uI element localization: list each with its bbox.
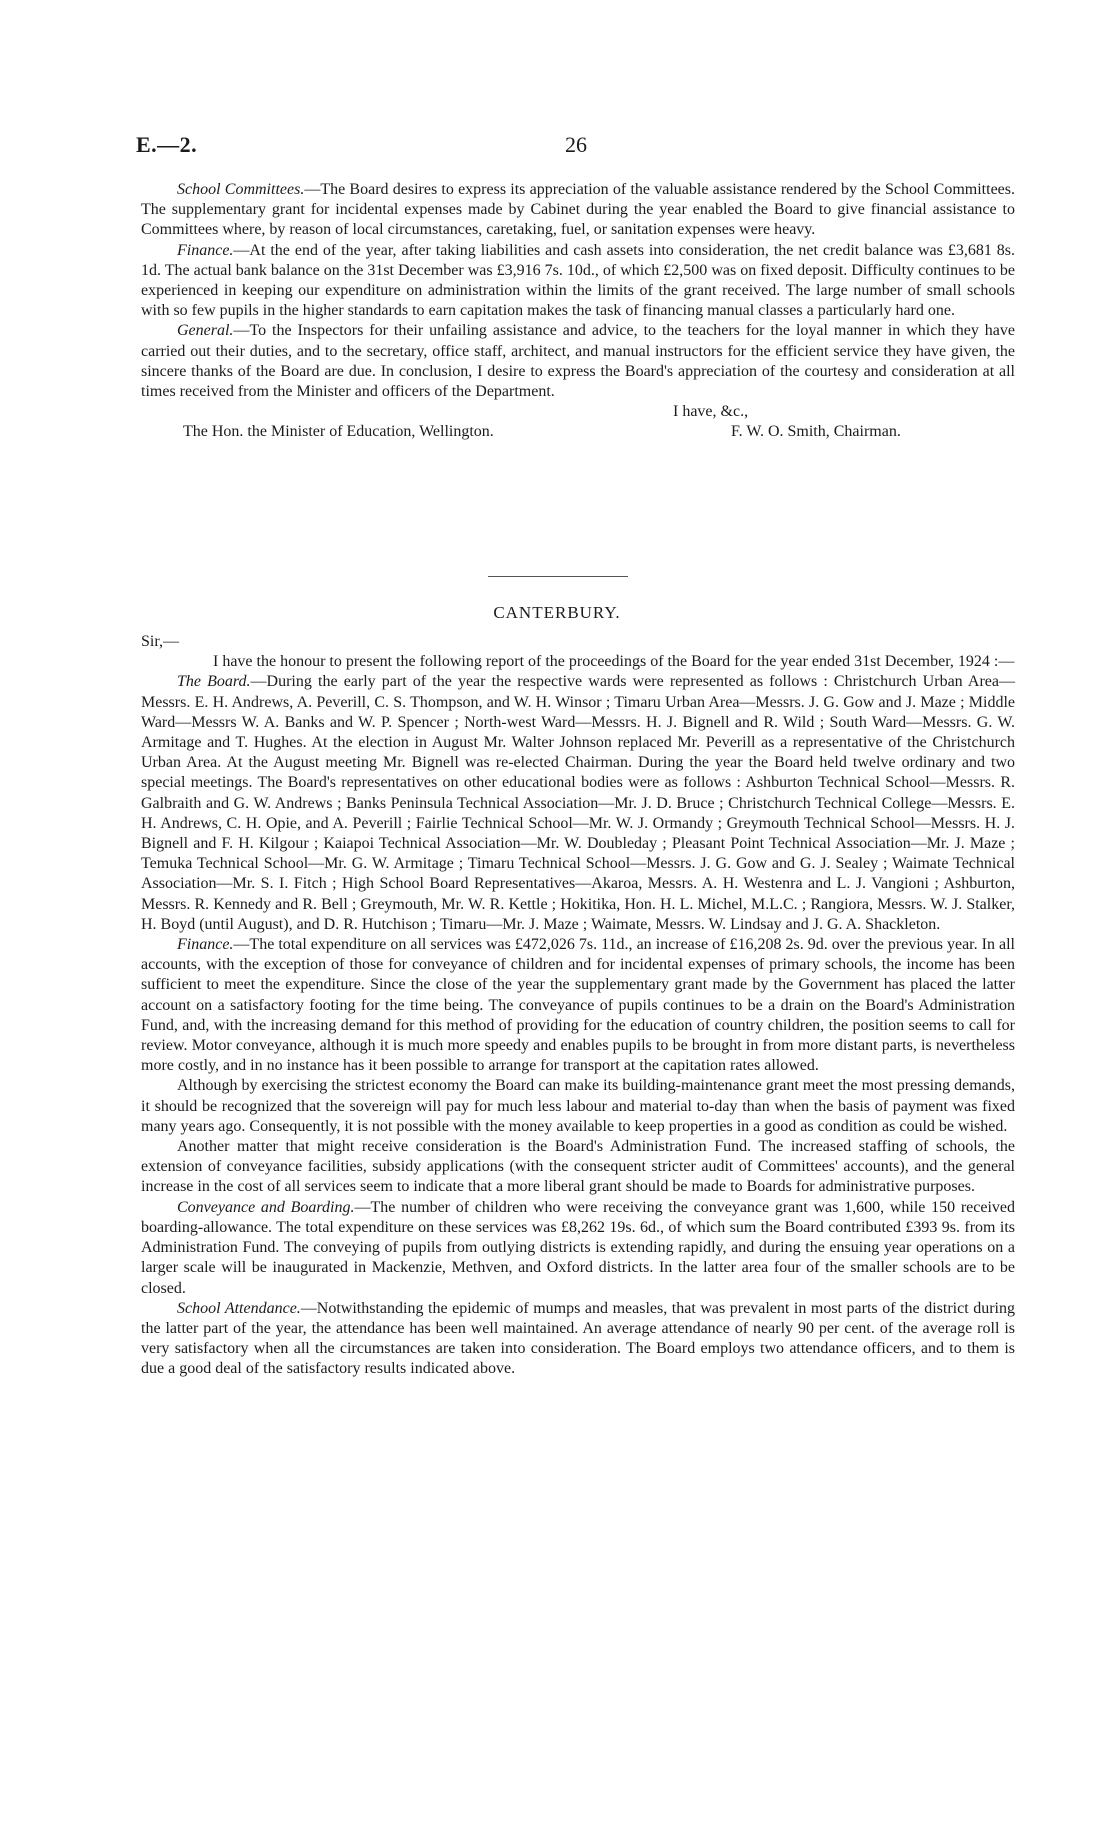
text-board: —During the early part of the year the respective wards were represented as follows : Christchurch Urban Area—Messrs. E. H. Andrews, A. Peverill, C. S. Thompson, and W. H. Winsor ; Timaru Urban Area—Messrs. J. G. Gow and J. Maze ; Middle Ward—Messrs W. A. Banks and W. P. Spencer ; North-west Ward—Messrs. H. J. Bignell and R. Wild ; South Ward—Messrs. G. W. Armitage and T. Hughes. At the election in August Mr. Walter Johnson replaced Mr. Peverill as a representative of the Christchurch Urban Area. At the August meeting Mr. Bignell was re-elected Chairman. During the year the Board held twelve ordinary and two special meetings. The Board's representatives on other educational bodies were as follows : Ashburton Technical School—Messrs. R. Galbraith and G. W. Andrews ; Banks Peninsula Technical Association—Mr. J. D. Bruce ; Christchurch Technical College—Messrs. E. H. Andrews, C. H. Opie, and A. Peverill ; Fairlie Technical School—Mr. W. J. Ormandy ; Greymouth Technical School—Messrs. H. J. Bignell and F. H. Kilgour ; Kaiapoi Technical Association—Mr. W. Doubleday ; Pleasant Point Technical Association—Mr. J. Maze ; Temuka Technical School—Mr. G. W. Armitage ; Timaru Technical School—Messrs. J. G. Gow and G. J. Sealey ; Waimate Technical Association—Mr. S. I. Fitch ; High School Board Representatives—Akaroa, Messrs. A. H. Westenra and L. J. Vangioni ; Ashburton, Messrs. R. Kennedy and R. Bell ; Greymouth, Mr. W. R. Kettle ; Hokitika, Hon. H. L. Michel, M.L.C. ; Rangiora, Messrs. W. J. Stalker, H. Boyd (until August), and D. R. Hutchison ; Timaru—Mr. J. Maze ; Waimate, Messrs. W. Lindsay and J. G. A. Shackleton.: [141, 673, 1016, 933]
section-divider: [488, 576, 628, 577]
document-reference: E.—2.: [136, 132, 198, 157]
page-header: [136, 132, 1016, 162]
paragraph-conveyance: [141, 1198, 1015, 1299]
text-attendance: —Notwithstanding the epidemic of mumps and measles, that was prevalent in most parts of the district during the latter part of the year, the attendance has been well maintained. An average attendance of nearly 90 per cent. of the average roll is very satisfactory when all the circumstances are taken into consideration. The Board employs two attendance officers, and to them is due a good deal of the satisfactory results indicated above.: [141, 1299, 1015, 1378]
text-finance: —At the end of the year, after taking liabilities and cash assets into consideration, the net credit balance was £3,681 8s. 1d. The actual bank balance on the 31st December was £3,916 7s. 10d., of which £2,500 was on fixed deposit. Difficulty continues to be experienced in keeping our expenditure on administration within the limits of the grant received. The large number of small schools with so few pupils in the higher standards to earn capitation makes the task of financing manual classes a particularly hard one.: [141, 241, 1015, 320]
signature-block: [141, 402, 1015, 442]
text-canterbury-finance: —The total expenditure on all services was £472,026 7s. 11d., an increase of £16,208 2s. 9d. over the previous year. In all accounts, with the exception of those for conveyance of children and for incidental expenses of primary schools, the income has been sufficient to meet the expenditure. Since the close of the year the supplementary grant made by the Government has placed the latter account on a satisfactory footing for the time being. The conveyance of pupils continues to be a drain on the Board's Administration Fund, and, with the increasing demand for this method of providing for the education of country children, the position seems to call for review. Motor conveyance, although it is much more speedy and enables pupils to be brought in from more distant parts, is nevertheless more costly, and in no instance has it been possible to arrange for transport at the capitation rates allowed.: [141, 936, 1015, 1075]
paragraph-canterbury-finance: [141, 935, 1015, 1076]
paragraph-administration: Another matter that might receive consideration is the Board's Administration Fund. The increased staffing of schools, the extension of conveyance facilities, subsidy applications (with the consequent stricter audit of Committees' accounts), and the general increase in the cost of all services seem to indicate that a more liberal grant should be made to Boards for administrative purposes.: [141, 1138, 1015, 1196]
addressee: The Hon. the Minister of Education, Wellington.: [183, 423, 494, 441]
heading-finance: Finance.: [177, 241, 234, 259]
heading-canterbury-finance: Finance.: [177, 936, 234, 954]
heading-school-committees: School Committees.: [177, 181, 305, 198]
report-continuation: [141, 180, 1015, 442]
paragraph-board: [141, 672, 1015, 935]
heading-general: General.: [177, 322, 234, 340]
signature: F. W. O. Smith, Chairman.: [731, 423, 901, 441]
salutation: Sir,—: [141, 633, 180, 650]
paragraph-maintenance: Although by exercising the strictest economy the Board can make its building-maintenance grant meet the most pressing demands, it should be recognized that the sovereign will pay for much less labour and material to-day than when the basis of payment was fixed many years ago. Consequently, it is not possible with the money available to keep properties in a good as condition as could be wished.: [141, 1077, 1015, 1135]
heading-conveyance: Conveyance and Boarding.: [177, 1198, 355, 1216]
heading-attendance: School Attendance.: [177, 1299, 301, 1317]
heading-board: The Board.: [177, 673, 251, 691]
text-school-committees: —The Board desires to express its appreciation of the valuable assistance rendered by the School Committees. The supplementary grant for incidental expenses made by Cabinet during the year enabled the Board to give financial assistance to Committees where, by reason of local circumstances, caretaking, fuel, or sanitation expenses were heavy.: [141, 181, 1016, 239]
paragraph-finance: [141, 241, 1015, 322]
paragraph-attendance: [141, 1299, 1015, 1380]
paragraph-school-committees: [141, 180, 1015, 241]
text-conveyance: —The number of children who were receiving the conveyance grant was 1,600, while 150 received boarding-allowance. The total expenditure on these services was £8,262 19s. 6d., of which sum the Board contributed £393 9s. from its Administration Fund. The conveying of pupils from outlying districts is extending rapidly, and during the ensuing year operations on a larger scale will be inaugurated in Mackenzie, Methven, and Oxford districts. In the latter area four of the smaller schools are to be closed.: [141, 1198, 1016, 1297]
section-title: CANTERBURY.: [493, 603, 621, 622]
text-general: —To the Inspectors for their unfailing assistance and advice, to the teachers for the loyal manner in which they have carried out their duties, and to the secretary, office staff, architect, and manual instructors for the efficient service they have given, the sincere thanks of the Board are due. In conclusion, I desire to express the Board's appreciation of the courtesy and consideration at all times received from the Minister and officers of the Department.: [141, 322, 1015, 401]
paragraph-intro: I have the honour to present the following report of the proceedings of the Board for the year ended 31st December, 1924 :—: [213, 653, 1015, 671]
page-number: 26: [565, 132, 587, 157]
canterbury-report: [141, 632, 1015, 1380]
paragraph-general: [141, 321, 1015, 402]
closing: I have, &c.,: [673, 403, 749, 421]
